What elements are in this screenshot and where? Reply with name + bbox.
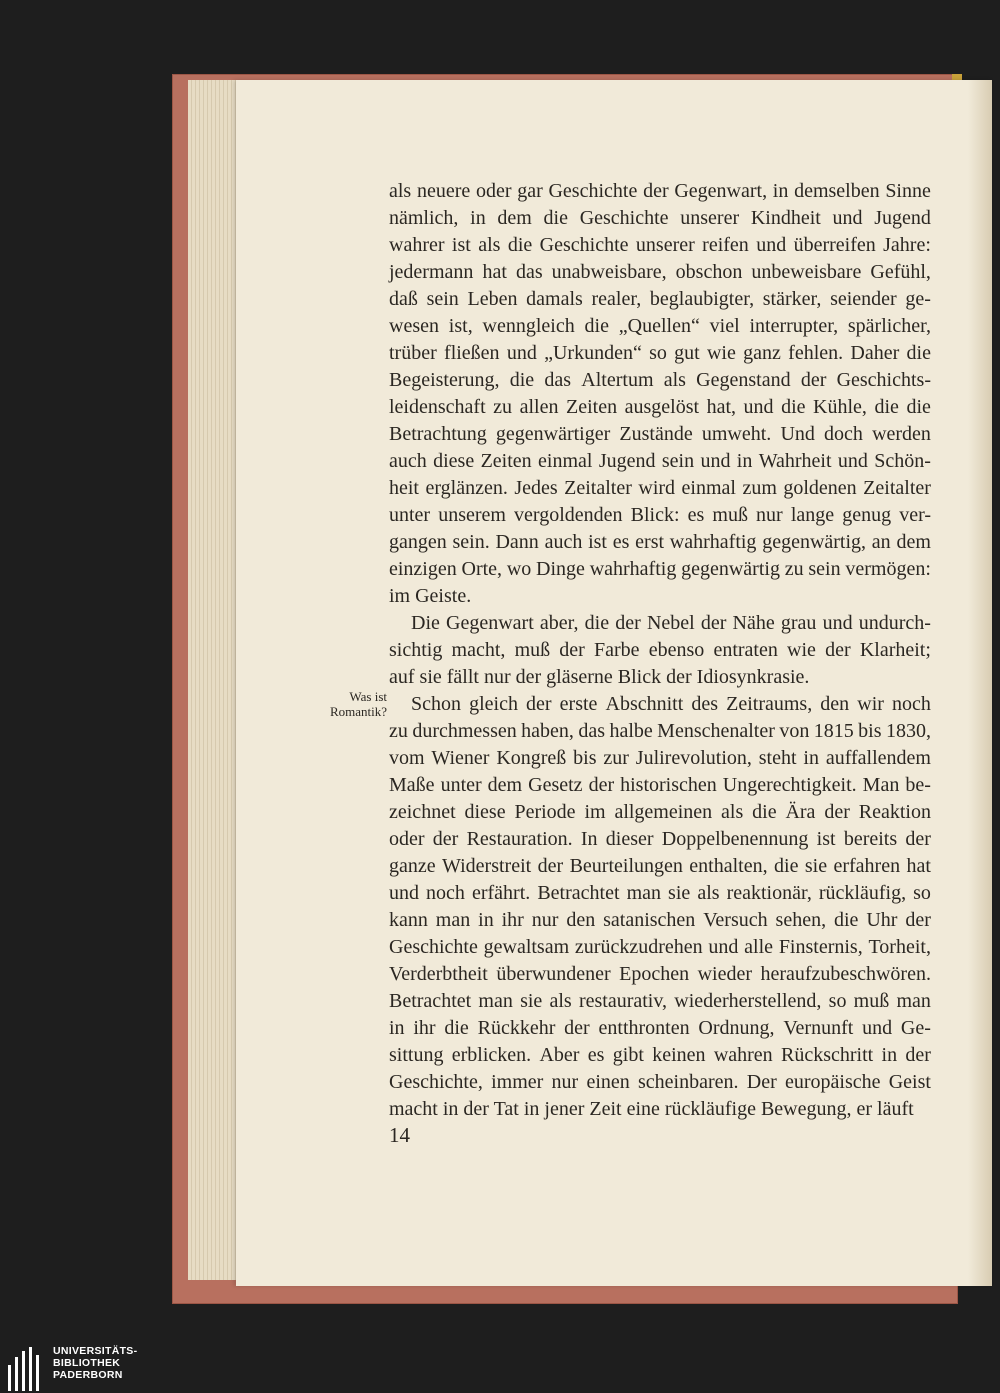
text-line: Geschichte gewaltsam zurückzudrehen und alle Finsternis, Torheit, [389, 936, 931, 958]
library-logo-icon [8, 1347, 48, 1391]
text-line: oder der Restauration. In dieser Doppelbenennung ist bereits der [389, 828, 931, 850]
margin-note-line: Romantik? [329, 704, 387, 719]
text-line: Verderbtheit überwundener Epochen wieder heraufzubeschwören. [389, 963, 931, 985]
text-line: gangen sein. Dann auch ist es erst wahrhaftig gegenwärtig, an dem [389, 531, 931, 553]
text-line: leidenschaft zu allen Zeiten ausgelöst hat, und die Kühle, die die [389, 396, 931, 418]
text-line: heit erglänzen. Jedes Zeitalter wird einmal zum goldenen Zeitalter [389, 477, 931, 499]
text-line: unter unserem vergoldenden Blick: es muß nur lange genug ver- [389, 504, 931, 526]
text-line: macht in der Tat in jener Zeit eine rückläufige Bewegung, er läuft [389, 1098, 914, 1120]
text-line: trüber fließen und „Urkunden“ so gut wie ganz fehlen. Daher die [389, 342, 931, 364]
text-line: kann man in ihr nur den satanischen Versuch sehen, die Uhr der [389, 909, 931, 931]
text-line: vom Wiener Kongreß bis zur Julirevolution, steht in auffallendem [389, 747, 931, 769]
text-line: Geschichte, immer nur einen scheinbaren. Der europäische Geist [389, 1071, 931, 1093]
text-line: zeichnet diese Periode im allgemeinen als die Ära der Reaktion [389, 801, 931, 823]
margin-note-line: Was ist [349, 689, 387, 704]
text-line: wesen ist, wenngleich die „Quellen“ viel interrupter, spärlicher, [389, 315, 931, 337]
library-logo-line: BIBLIOTHEK [53, 1357, 121, 1369]
text-line: Schon gleich der erste Abschnitt des Zeitraums, den wir noch [411, 693, 931, 715]
margin-note [305, 689, 387, 719]
text-line: daß sein Leben damals realer, beglaubigter, stärker, seiender ge- [389, 288, 931, 310]
text-line: Betrachtet man sie als restaurativ, wiederherstellend, so muß man [389, 990, 931, 1012]
text-line: zu durchmessen haben, das halbe Menschenalter von 1815 bis 1830, [389, 720, 931, 742]
body-text [389, 178, 931, 1123]
library-logo-text [53, 1345, 137, 1381]
text-line: ganze Widerstreit der Beurteilungen enthalten, die sie erfahren hat [389, 855, 931, 877]
text-line: wahrer ist als die Geschichte unserer reifen und überreifen Jahre: [389, 234, 931, 256]
text-line: jedermann hat das unabweisbare, obschon unbeweisbare Gefühl, [389, 261, 931, 283]
library-logo-line: PADERBORN [53, 1369, 123, 1381]
text-line: Begeisterung, die das Altertum als Gegenstand der Geschichts- [389, 369, 931, 391]
text-line: auch diese Zeiten einmal Jugend sein und in Wahrheit und Schön- [389, 450, 931, 472]
page-number: 14 [389, 1123, 410, 1147]
text-line: im Geiste. [389, 585, 472, 607]
page-gutter-shadow [968, 80, 992, 1286]
text-line: und noch erfährt. Betrachtet man sie als reaktionär, rückläufig, so [389, 882, 931, 904]
library-logo [0, 1343, 160, 1393]
text-line: sittung erblicken. Aber es gibt keinen wahren Rückschritt in der [389, 1044, 931, 1066]
text-line: in ihr die Rückkehr der entthronten Ordnung, Vernunft und Ge- [389, 1017, 931, 1039]
library-logo-line: UNIVERSITÄTS- [53, 1345, 138, 1357]
text-line: auf sie fällt nur der gläserne Blick der Idiosynkrasie. [389, 666, 810, 688]
text-line: einzigen Orte, wo Dinge wahrhaftig gegenwärtig zu sein vermögen: [389, 558, 931, 580]
text-line: nämlich, in dem die Geschichte unserer Kindheit und Jugend [389, 207, 931, 229]
text-line: Maße unter dem Gesetz der historischen Ungerechtigkeit. Man be- [389, 774, 931, 796]
text-line: sichtig macht, muß der Farbe ebenso entraten wie der Klarheit; [389, 639, 931, 661]
text-line: als neuere oder gar Geschichte der Gegenwart, in demselben Sinne [389, 180, 931, 202]
text-line: Betrachtung gegenwärtiger Zustände umweht. Und doch werden [389, 423, 931, 445]
text-line: Die Gegenwart aber, die der Nebel der Nähe grau und undurch- [411, 612, 931, 634]
